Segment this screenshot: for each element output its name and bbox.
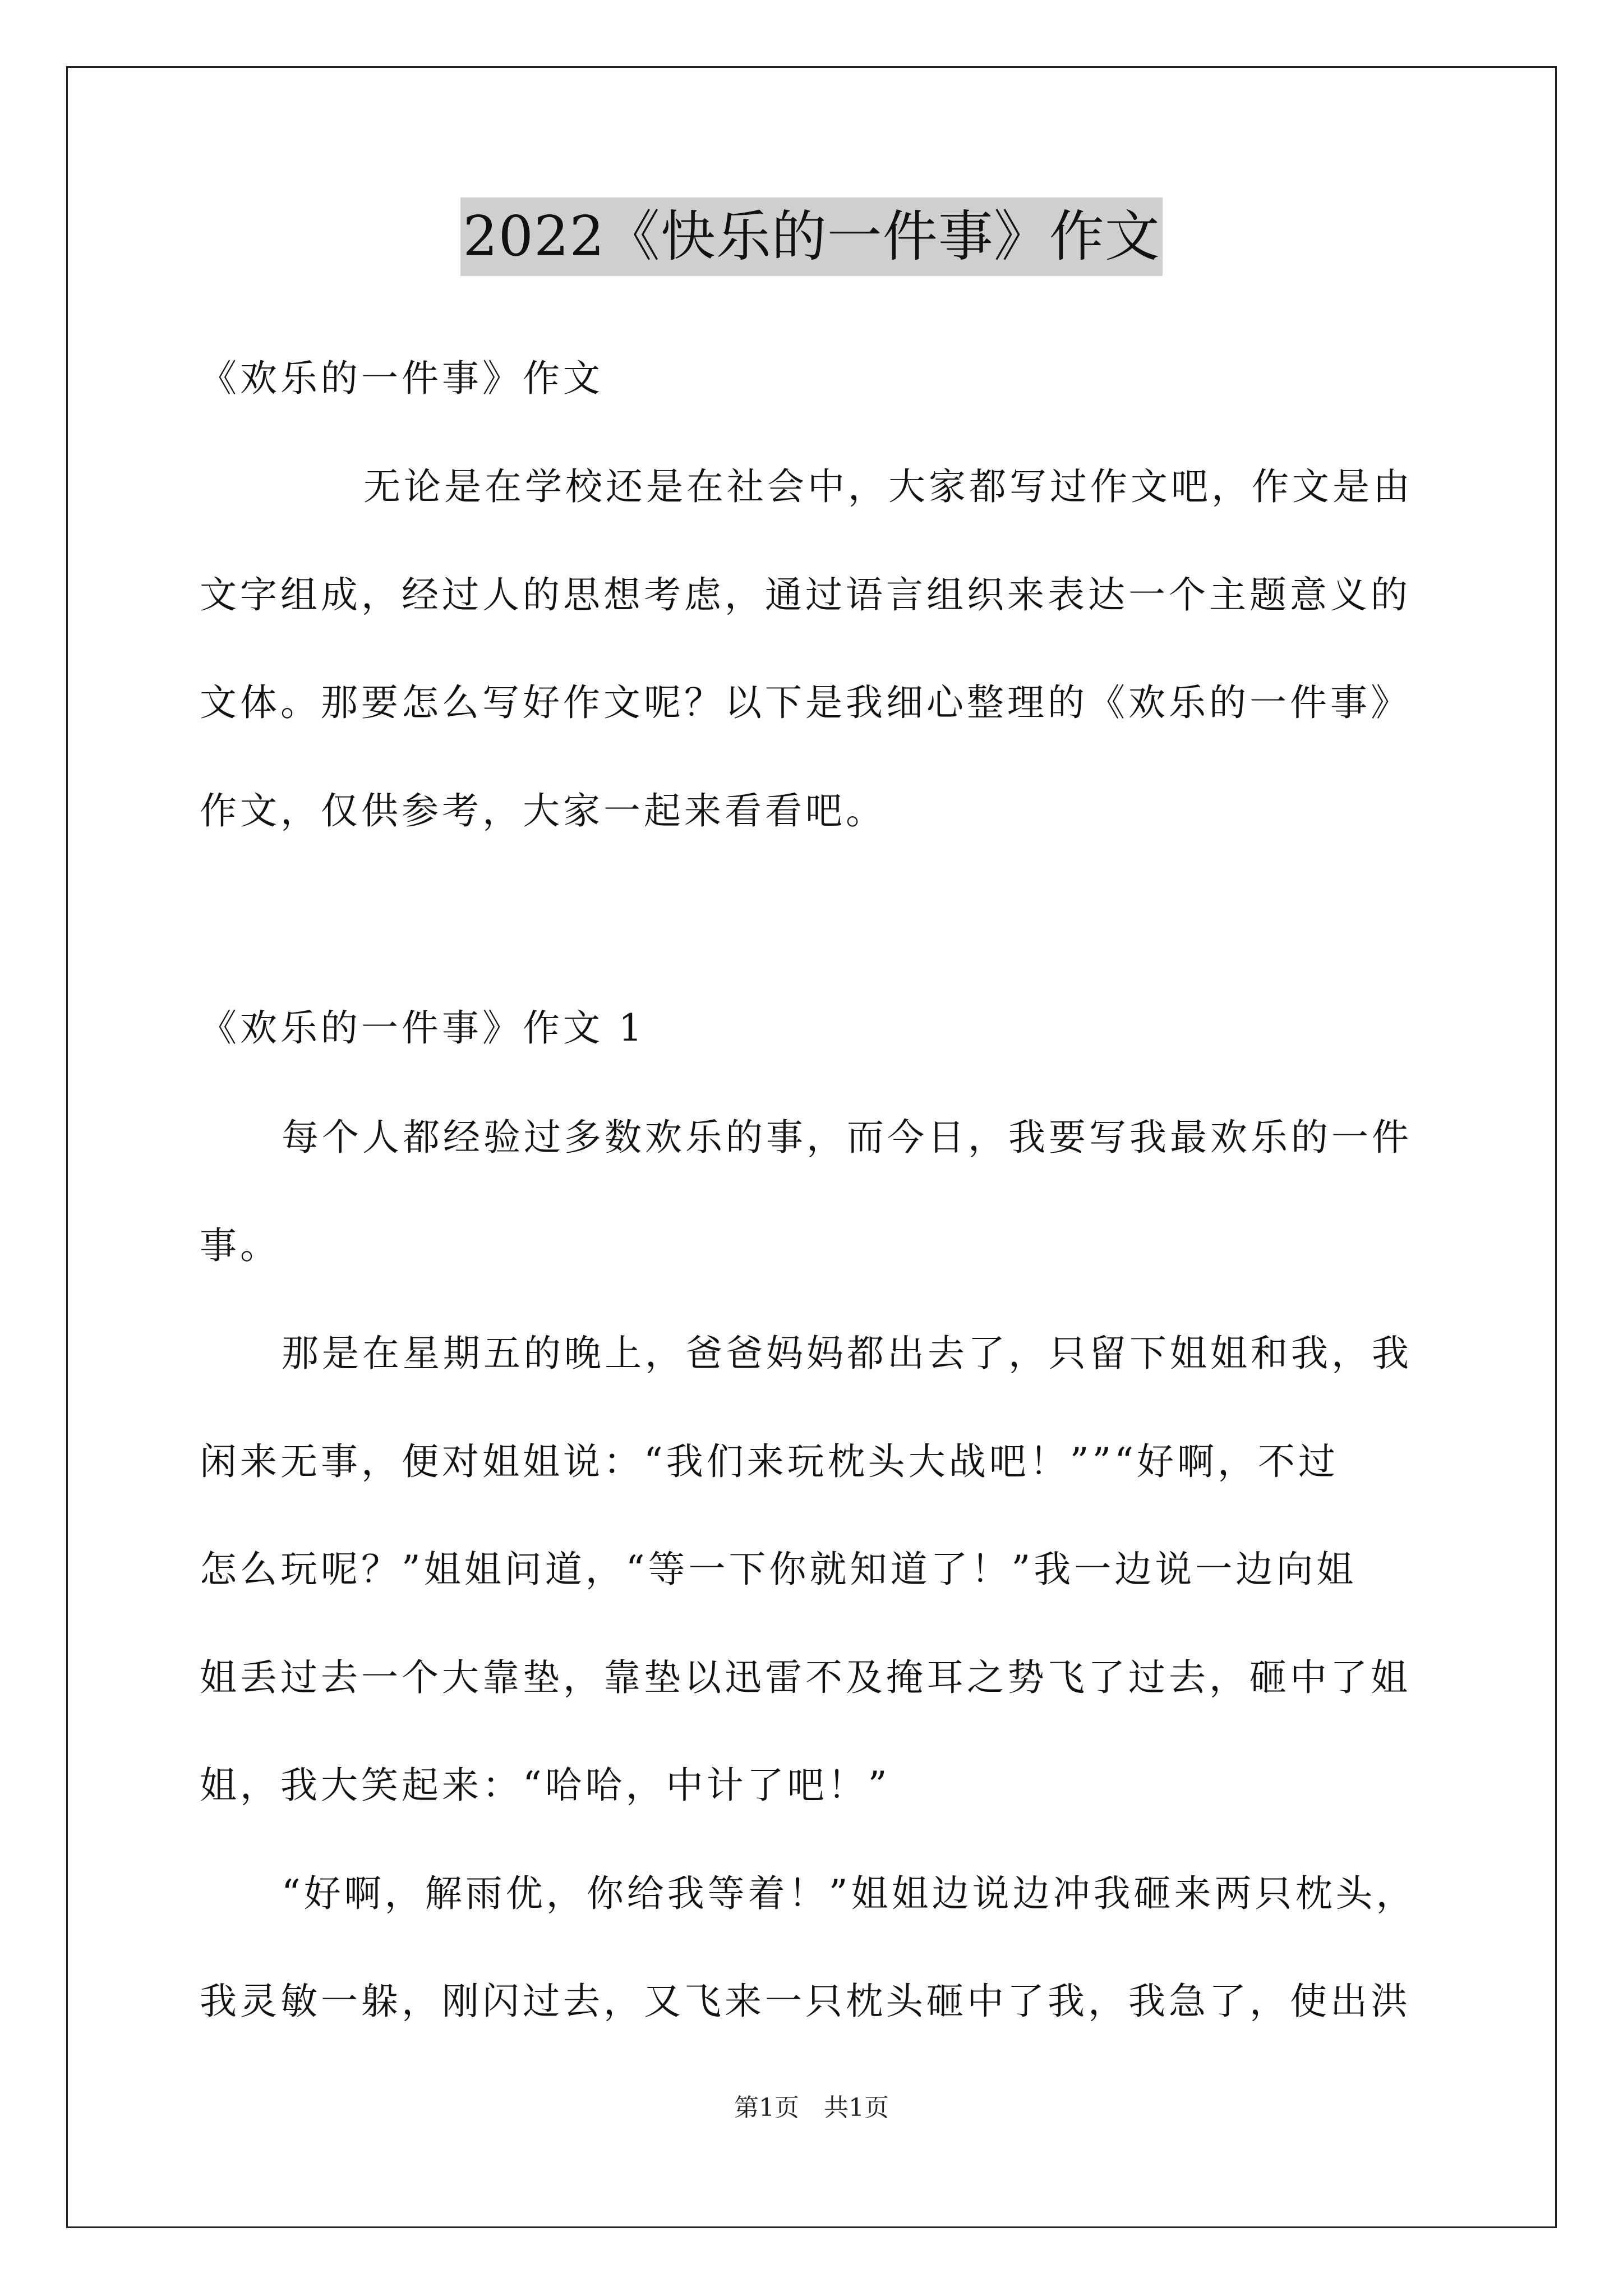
document-title: 2022《快乐的一件事》作文 [460,197,1162,276]
body-paragraph-line: 我灵敏一躲，刚闪过去，又飞来一只枕头砸中了我，我急了，使出洪 [200,1980,1411,2023]
body-paragraph-line: “好啊，解雨优，你给我等着！”姐姐边说边冲我砸来两只枕头， [282,1872,1417,1915]
intro-paragraph-line: 文字组成，经过人的思想考虑，通过语言组织来表达一个主题意义的 [200,573,1411,616]
title-container [0,197,1623,276]
body-paragraph-line: 事。 [200,1224,280,1267]
body-paragraph-line: 闲来无事，便对姐姐说：“我们来玩枕头大战吧！””“好啊，不过 [200,1440,1339,1483]
intro-paragraph-line: 无论是在学校还是在社会中，大家都写过作文吧，作文是由 [363,465,1413,508]
section-heading: 《欢乐的一件事》作文 1 [200,1006,645,1050]
intro-paragraph-line: 文体。那要怎么写好作文呢？以下是我细心整理的《欢乐的一件事》 [200,681,1411,724]
page-footer: 第1页 共1页 [734,2093,889,2122]
body-paragraph-line: 怎么玩呢？”姐姐问道，“等一下你就知道了！”我一边说一边向姐 [200,1548,1357,1591]
intro-paragraph-line: 作文，仅供参考，大家一起来看看吧。 [200,789,886,832]
body-paragraph-line: 那是在星期五的晚上，爸爸妈妈都出去了，只留下姐姐和我，我 [282,1332,1412,1375]
intro-heading: 《欢乐的一件事》作文 [200,357,603,400]
body-paragraph-line: 姐，我大笑起来：“哈哈，中计了吧！” [200,1764,891,1807]
body-paragraph-line: 每个人都经验过多数欢乐的事，而今日，我要写我最欢乐的一件 [282,1116,1412,1159]
body-paragraph-line: 姐丢过去一个大靠垫，靠垫以迅雷不及掩耳之势飞了过去，砸中了姐 [200,1656,1411,1699]
